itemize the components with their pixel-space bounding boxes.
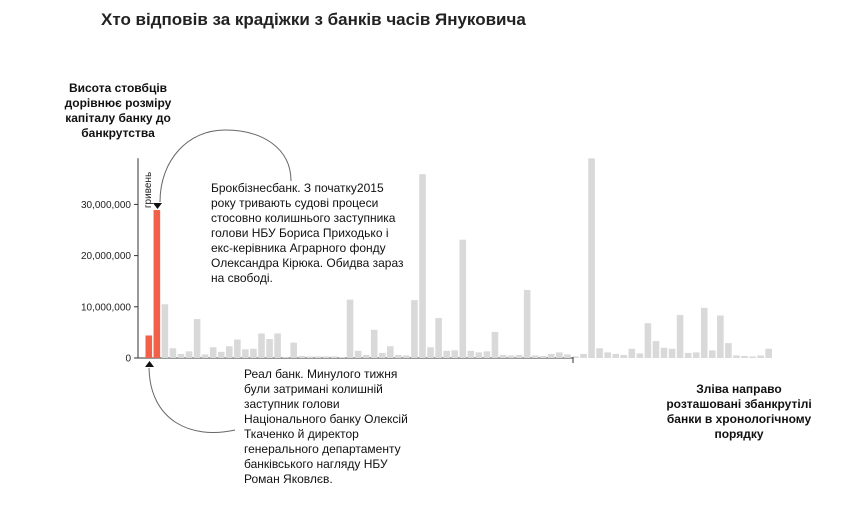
bar [210, 347, 217, 358]
bar [307, 356, 314, 358]
bar [186, 351, 193, 358]
bar [476, 352, 483, 358]
bar [701, 308, 708, 358]
brokbiznes-pointer [153, 203, 162, 209]
bar [315, 356, 322, 358]
bar [411, 300, 418, 358]
bar [629, 349, 636, 358]
bar [435, 318, 442, 358]
bar [765, 349, 772, 358]
bar [170, 348, 177, 358]
bar [588, 158, 595, 358]
bar [347, 300, 354, 358]
brokbiznes-annotation: Брокбізнесбанк. З початку2015 року тривають судові процеси стосовно колишнього заступника голови НБУ Бориса Приходько і екс-керівника Аграрного фонду Олександра Кірюка. Обидва зараз на свободі. [211, 181, 404, 285]
bar [741, 356, 748, 358]
bar [620, 355, 627, 358]
bar [282, 357, 289, 358]
real-annotation: Реал банк. Минулого тижня були затримані колишній заступник голови Національного банку Олексій Ткаченко й директор генерального департаменту банківського нагляду НБУ Роман Яковлєв. [244, 367, 408, 486]
bar [596, 348, 603, 358]
bar [612, 354, 619, 358]
bar [459, 240, 466, 358]
bar [653, 341, 660, 358]
bar [178, 354, 185, 358]
bar [290, 343, 297, 358]
bar [339, 357, 346, 358]
bar [580, 354, 587, 358]
bar [693, 352, 700, 358]
bar [194, 319, 201, 358]
bar [548, 354, 555, 358]
bar [733, 355, 740, 358]
real-arrow [149, 368, 235, 432]
bar [516, 355, 523, 358]
bar [508, 355, 515, 358]
y-tick-label: 10,000,000 [80, 302, 131, 314]
bar [202, 354, 209, 358]
bar [274, 333, 281, 358]
bar [661, 348, 668, 358]
bar [524, 290, 531, 358]
bar [355, 351, 362, 358]
bar [403, 355, 410, 358]
bar [226, 346, 233, 358]
bar [757, 355, 764, 358]
highlighted-bar [146, 335, 153, 358]
bar [677, 315, 684, 358]
bar [492, 332, 499, 358]
bar [500, 355, 507, 358]
bar [427, 347, 434, 358]
y-tick-label: 20,000,000 [80, 251, 131, 263]
bar [371, 330, 378, 358]
bar [685, 353, 692, 358]
bar [443, 351, 450, 358]
bar [323, 356, 330, 358]
bar [749, 356, 756, 358]
bar [218, 352, 225, 358]
page-title: Хто відповів за крадіжки з банків часів Януковича [101, 10, 526, 29]
bar [258, 333, 265, 358]
bar [451, 350, 458, 358]
bar [564, 354, 571, 358]
bar [266, 339, 273, 358]
bar [242, 349, 249, 358]
y-tick-label: 0 [125, 353, 131, 365]
bar [645, 323, 652, 358]
y-tick-label: 30,000,000 [80, 199, 131, 211]
bar [234, 340, 241, 358]
bar [363, 355, 370, 358]
bar [298, 356, 305, 358]
bar [669, 349, 676, 358]
bar [725, 343, 732, 358]
bar [419, 174, 426, 358]
bar [484, 351, 491, 358]
bar [709, 350, 716, 358]
bar [395, 355, 402, 358]
order-note: Зліва направо розташовані збанкрутілі банки в хронологічному порядку [666, 382, 812, 441]
bar [532, 355, 539, 358]
bar [331, 356, 338, 358]
highlighted-bar [154, 210, 161, 358]
height-note: Висота стовбців дорівнює розміру капіталу банку до банкрутства [64, 81, 172, 140]
bar [637, 353, 644, 358]
bar [717, 316, 724, 359]
real-pointer [145, 361, 154, 367]
bar [540, 356, 547, 358]
bar [387, 346, 394, 358]
bar [604, 352, 611, 358]
bar [250, 349, 257, 358]
bar [468, 351, 475, 358]
bar [556, 352, 563, 358]
y-axis-unit-label: гривень [143, 171, 154, 209]
bar [379, 353, 386, 358]
bar [162, 304, 169, 358]
